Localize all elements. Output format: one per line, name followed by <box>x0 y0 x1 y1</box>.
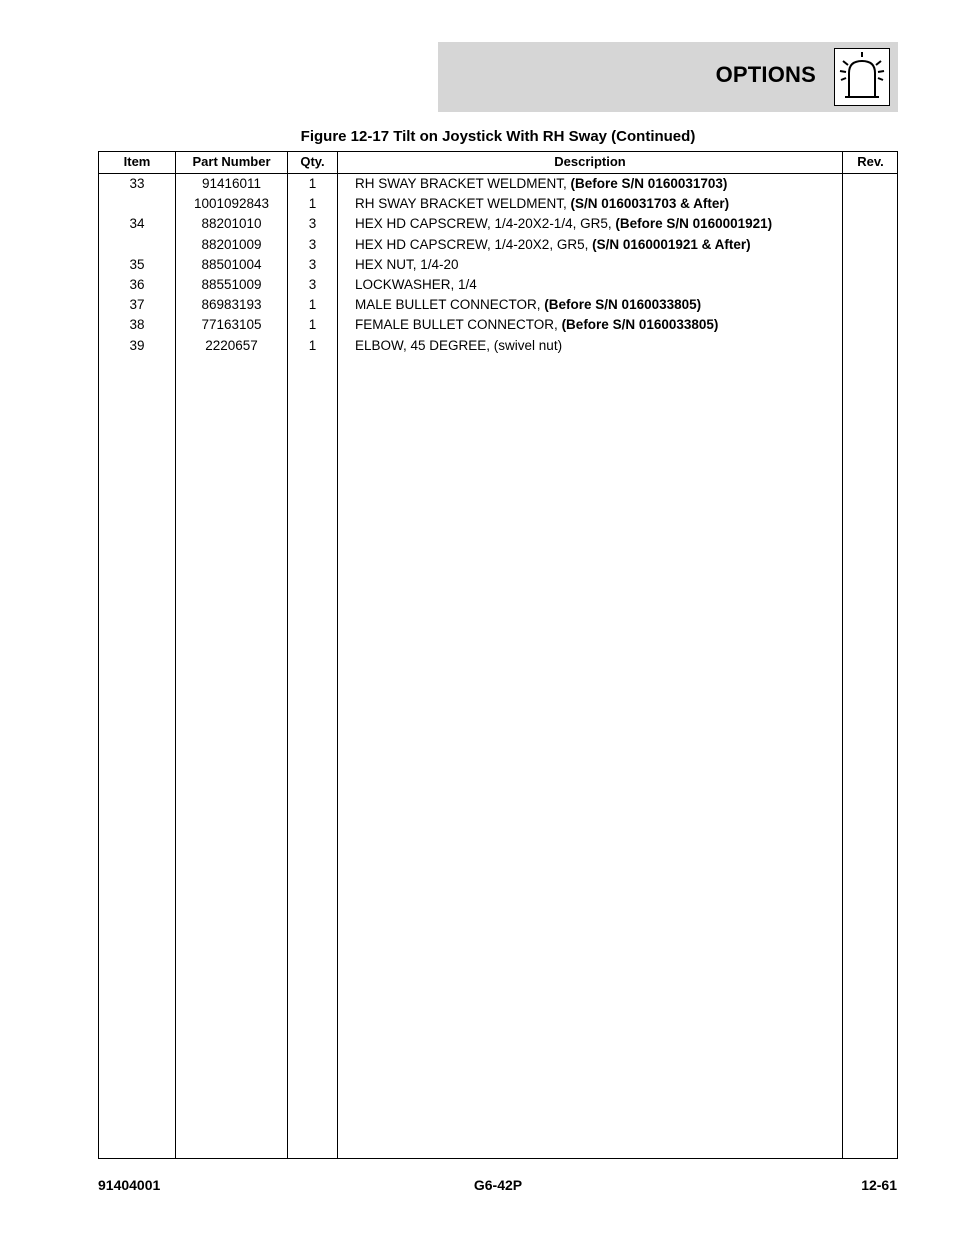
quantity: 3 <box>308 236 317 252</box>
table-row <box>99 315 897 335</box>
description-text: ELBOW, 45 DEGREE, (swivel nut) <box>355 337 563 353</box>
column-header-description: Description <box>554 154 626 169</box>
column-header-part-number: Part Number <box>192 154 271 169</box>
quantity: 3 <box>308 276 317 292</box>
item-number: 36 <box>129 276 145 292</box>
quantity: 1 <box>308 176 317 191</box>
part-number: 88201009 <box>201 236 262 252</box>
part-number: 88201010 <box>201 216 262 232</box>
item-number: 34 <box>129 216 145 232</box>
quantity: 3 <box>308 216 317 232</box>
description-serial-note: (S/N 0160001921 & After) <box>592 236 751 252</box>
item-number: 38 <box>129 317 145 333</box>
table-body <box>99 174 897 356</box>
table-row <box>99 295 897 315</box>
footer-doc-number: 91404001 <box>98 1177 161 1193</box>
description-text: LOCKWASHER, 1/4 <box>355 276 477 292</box>
part-number: 91416011 <box>201 176 262 191</box>
table-row <box>99 275 897 295</box>
quantity: 1 <box>308 196 317 212</box>
description-serial-note: (Before S/N 0160033805) <box>544 297 702 313</box>
quantity: 3 <box>308 256 317 272</box>
table-row <box>99 255 897 275</box>
description-serial-note: (S/N 0160031703 & After) <box>570 196 730 212</box>
column-header-qty: Qty. <box>300 154 325 169</box>
table-row <box>99 214 897 234</box>
beacon-light-icon <box>834 48 890 106</box>
footer-model: G6-42P <box>473 1177 523 1193</box>
part-number: 77163105 <box>201 317 262 333</box>
part-number: 1001092843 <box>193 196 270 212</box>
figure-title: Figure 12-17 Tilt on Joystick With RH Sway (Continued) <box>300 128 696 145</box>
description <box>355 275 835 295</box>
quantity: 1 <box>308 297 317 313</box>
table-row <box>99 174 897 194</box>
parts-table <box>98 151 898 1159</box>
table-row <box>99 336 897 356</box>
part-number: 88551009 <box>201 276 262 292</box>
part-number: 88501004 <box>201 256 262 272</box>
item-number: 37 <box>129 297 145 313</box>
description-text: RH SWAY BRACKET WELDMENT, <box>355 176 571 191</box>
quantity: 1 <box>308 317 317 333</box>
description-text: RH SWAY BRACKET WELDMENT, <box>355 196 571 212</box>
quantity: 1 <box>308 337 317 353</box>
part-number: 2220657 <box>205 337 258 353</box>
description-text: MALE BULLET CONNECTOR, <box>355 297 545 313</box>
description-text: HEX HD CAPSCREW, 1/4-20X2, GR5, <box>355 236 593 252</box>
item-number: 39 <box>129 337 145 353</box>
column-header-rev: Rev. <box>857 154 884 169</box>
part-number: 86983193 <box>201 297 262 313</box>
description <box>355 174 835 194</box>
description <box>355 235 835 255</box>
description <box>355 214 835 234</box>
section-header <box>438 42 898 112</box>
description <box>355 255 835 275</box>
description-text: FEMALE BULLET CONNECTOR, <box>355 317 562 333</box>
section-title: OPTIONS <box>715 62 816 87</box>
item-number: 33 <box>129 176 145 191</box>
description-serial-note: (Before S/N 0160033805) <box>561 317 719 333</box>
description-serial-note: (Before S/N 0160001921) <box>615 216 773 232</box>
description <box>355 295 835 315</box>
description-text: HEX HD CAPSCREW, 1/4-20X2-1/4, GR5, <box>355 216 616 232</box>
column-header-item: Item <box>123 154 151 169</box>
description <box>355 194 835 214</box>
description <box>355 336 835 356</box>
item-number: 35 <box>129 256 145 272</box>
table-row <box>99 194 897 214</box>
table-row <box>99 235 897 255</box>
footer-page-number: 12-61 <box>861 1177 897 1193</box>
description-text: HEX NUT, 1/4-20 <box>355 256 459 272</box>
description-serial-note: (Before S/N 0160031703) <box>570 176 728 191</box>
description <box>355 315 835 335</box>
